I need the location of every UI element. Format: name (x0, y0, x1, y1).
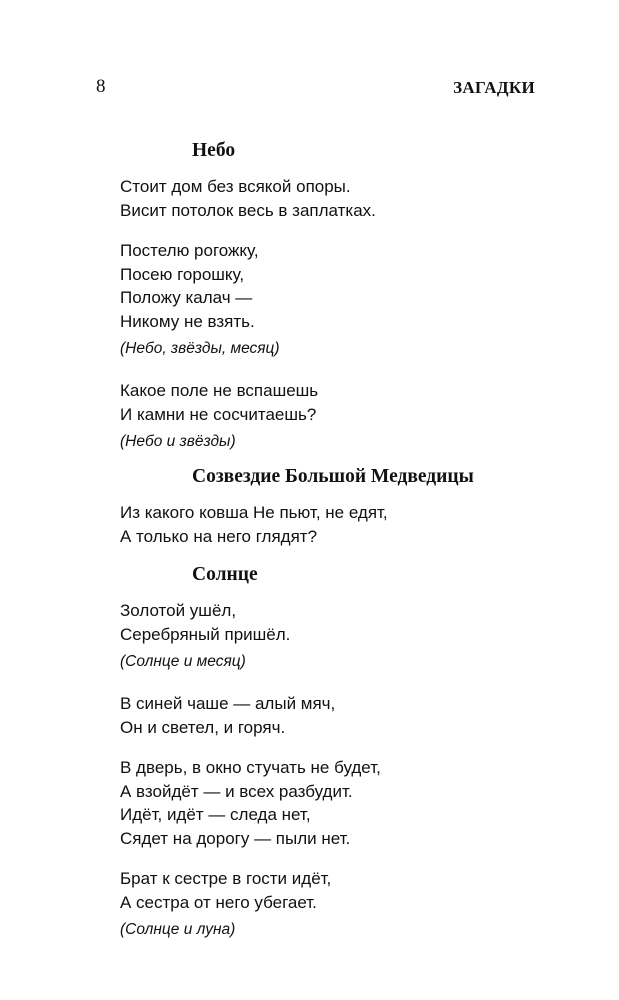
riddle-answer: (Небо, звёзды, месяц) (120, 340, 280, 357)
riddle-line: Висит потолок весь в заплатках. (120, 200, 376, 220)
riddle-line: Никому не взять. (120, 311, 255, 331)
riddle-line: А только на него глядят? (120, 526, 318, 546)
section-title-sun: Солнце (192, 564, 258, 585)
riddle-stanza (120, 756, 550, 850)
riddle-stanza (120, 692, 550, 739)
riddle-line: Какое поле не вспашешь (120, 381, 319, 400)
riddle-stanza (120, 599, 550, 646)
riddle-stanza (120, 867, 550, 914)
riddle-stanza (120, 501, 550, 548)
riddle-line: Из какого ковша Не пьют, не едят, (120, 503, 388, 522)
riddle-stanza (120, 379, 550, 426)
riddle-line: И камни не сосчитаешь? (120, 404, 317, 424)
riddle-line: Стоит дом без всякой опоры. (120, 177, 351, 196)
riddle-answer: (Небо и звёзды) (120, 433, 236, 450)
riddle-stanza (120, 175, 550, 222)
riddle-line: Сядет на дорогу — пыли нет. (120, 828, 351, 848)
running-title: ЗАГАДКИ (453, 78, 535, 97)
riddle-line: Он и светел, и горяч. (120, 717, 286, 737)
riddle-line: Серебряный пришёл. (120, 624, 291, 644)
riddle-answer: (Солнце и луна) (120, 921, 236, 938)
riddle-line: Брат к сестре в гости идёт, (120, 869, 332, 888)
page-content (120, 138, 550, 960)
riddle-line: Идёт, идёт — следа нет, (120, 805, 311, 824)
section-title-big-dipper: Созвездие Большой Медведицы (192, 466, 474, 487)
riddle-stanza (120, 239, 550, 333)
riddle-line: Золотой ушёл, (120, 601, 237, 620)
riddle-line: Положу калач — (120, 288, 253, 307)
riddle-line: А взойдёт — и всех разбудит. (120, 781, 353, 801)
riddle-line: Посею горошку, (120, 264, 245, 284)
page-number: 8 (96, 76, 106, 97)
riddle-line: В дверь, в окно стучать не будет, (120, 758, 381, 777)
riddle-answer: (Солнце и месяц) (120, 653, 246, 670)
section-title-sky: Небо (192, 140, 236, 161)
riddle-line: А сестра от него убегает. (120, 892, 317, 912)
riddle-line: В синей чаше — алый мяч, (120, 694, 336, 713)
riddle-line: Постелю рогожку, (120, 241, 259, 260)
